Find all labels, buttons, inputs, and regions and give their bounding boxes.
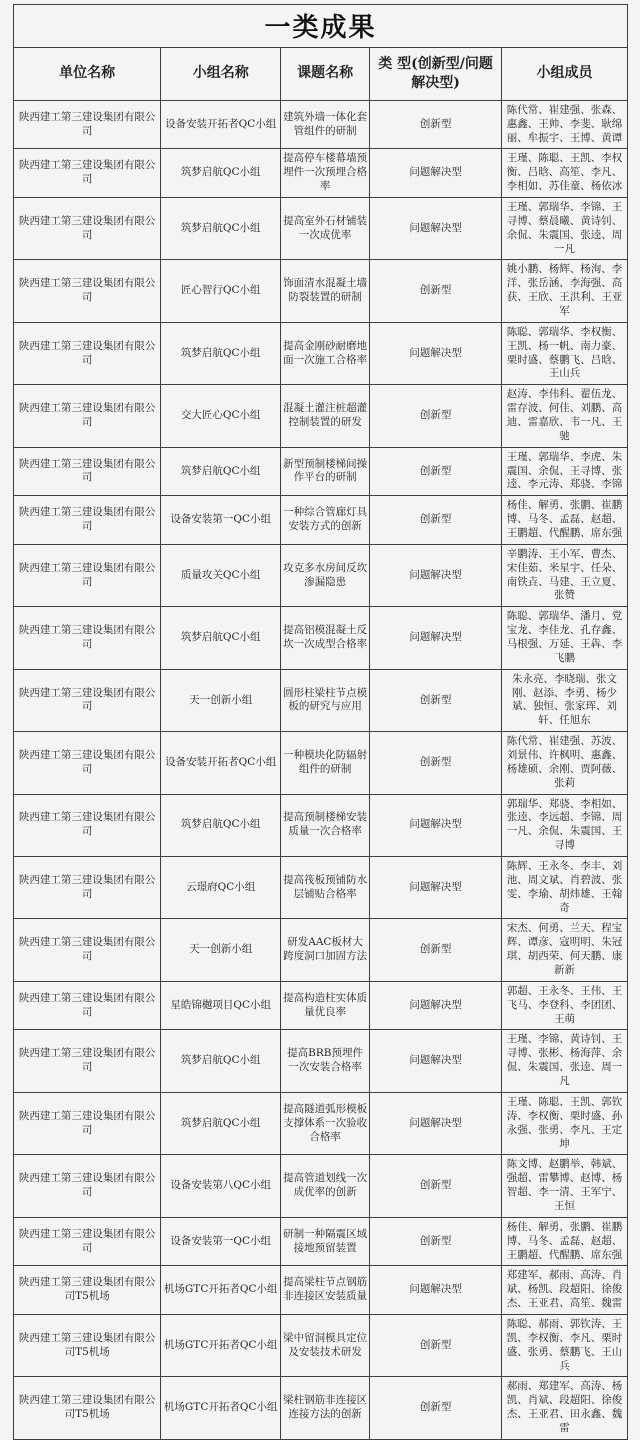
cell-members: 陈文博、赵鹏举、韩斌、强超、雷攀博、赵博、杨智超、李一清、王军宁、王恒 [502,1155,628,1217]
cell-members: 郭超、王永冬、王伟、王飞马、李登科、李团团、王萌 [502,981,628,1030]
header-unit-name: 单位名称 [14,48,161,101]
cell-type: 创新型 [370,1155,502,1217]
cell-unit-name: 陕西建工第三建设集团有限公司 [14,149,161,198]
cell-type: 创新型 [370,100,502,149]
cell-group-name: 筑梦启航QC小组 [161,197,281,259]
cell-members: 朱永亮、李晓瑞、张文刚、赵添、李勇、杨少斌、独恒、张家珲、刘轩、任旭东 [502,669,628,731]
cell-project-name: 提高预制楼梯安装质量一次合格率 [281,794,370,856]
table-row [14,1030,628,1092]
cell-project-name: 提高构造柱实体质量优良率 [281,981,370,1030]
table-row [14,1266,628,1315]
cell-group-name: 筑梦启航QC小组 [161,1030,281,1092]
cell-group-name: 机场GTC开拓者QC小组 [161,1314,281,1376]
cell-project-name: 混凝土灌注桩超灌控制装置的研发 [281,385,370,447]
header-row [14,48,628,101]
table-row [14,919,628,981]
table-body [14,100,628,1439]
cell-unit-name: 陕西建工第三建设集团有限公司 [14,919,161,981]
cell-members: 王瑾、郭瑞华、李虎、朱震国、余侃、王寻博、张逵、李元涛、郑骁、李锦 [502,447,628,496]
cell-type: 创新型 [370,1314,502,1376]
header-type: 类 型(创新型/问题解决型) [370,48,502,101]
page-title: 一类成果 [13,4,628,47]
cell-group-name: 天一创新小组 [161,669,281,731]
cell-project-name: 一种模块化防辐射组件的研制 [281,732,370,794]
header-group-name: 小组名称 [161,48,281,101]
cell-members: 郑建军、郝雨、高涛、肖斌、杨凯、段超阳、徐俊杰、王亚君、高笙、魏雷 [502,1266,628,1315]
table-row [14,544,628,606]
cell-members: 王瑾、李锦、黄诗钊、王寻博、张彬、杨海萍、余侃、朱震国、张逵、周一凡 [502,1030,628,1092]
table-row [14,981,628,1030]
cell-type: 创新型 [370,385,502,447]
header-project-name: 课题名称 [281,48,370,101]
cell-unit-name: 陕西建工第三建设集团有限公司 [14,544,161,606]
cell-unit-name: 陕西建工第三建设集团有限公司 [14,794,161,856]
cell-type: 问题解决型 [370,981,502,1030]
cell-members: 郭瑞华、郑骁、李相如、张逵、李远超、李锦、周一凡、余侃、朱震国、王寻博 [502,794,628,856]
cell-members: 王瑾、陈聪、王凯、李权衡、吕晗、高笙、李凡、李相如、苏佳童、杨依冰 [502,149,628,198]
cell-unit-name: 陕西建工第三建设集团有限公司 [14,981,161,1030]
table-row [14,260,628,322]
cell-project-name: 圆形柱梁柱节点模板的研究与应用 [281,669,370,731]
cell-project-name: 提高室外石材铺装一次成优率 [281,197,370,259]
table-header [14,48,628,101]
cell-members: 陈辉、王永冬、李丰、刘池、周文斌、肖碧波、张雯、李瑜、胡炜雄、王翰奇 [502,857,628,919]
cell-members: 陈聪、郭瑞华、潘月、党宝龙、李佳龙、孔存鑫、马根强、万延、王犇、李飞鹏 [502,607,628,669]
cell-type: 问题解决型 [370,544,502,606]
table-row [14,794,628,856]
table-row [14,1314,628,1376]
cell-unit-name: 陕西建工第三建设集团有限公司 [14,447,161,496]
cell-unit-name: 陕西建工第三建设集团有限公司 [14,1155,161,1217]
cell-project-name: 提高铝模混凝土反坎一次成型合格率 [281,607,370,669]
cell-type: 问题解决型 [370,322,502,384]
cell-project-name: 建筑外墙一体化套管组件的研制 [281,100,370,149]
cell-project-name: 提高梁柱节点钢筋非连接区安装质量 [281,1266,370,1315]
cell-unit-name: 陕西建工第三建设集团有限公司 [14,100,161,149]
cell-type: 问题解决型 [370,1092,502,1154]
table-row [14,1217,628,1266]
header-members: 小组成员 [502,48,628,101]
cell-members: 姚小鹏、杨辉、杨洵、李洋、张岳涵、李海强、高获、王欣、王洪利、王亚军 [502,260,628,322]
cell-group-name: 质量攻关QC小组 [161,544,281,606]
cell-group-name: 筑梦启航QC小组 [161,794,281,856]
cell-group-name: 星皓锦樾项目QC小组 [161,981,281,1030]
cell-unit-name: 陕西建工第三建设集团有限公司 [14,607,161,669]
cell-members: 杨佳、解勇、张鹏、崔鹏博、马冬、孟磊、赵超、王鹏超、代醒鹏、席东强 [502,1217,628,1266]
cell-project-name: 提高BRB预埋件一次安装合格率 [281,1030,370,1092]
cell-group-name: 筑梦启航QC小组 [161,607,281,669]
cell-unit-name: 陕西建工第三建设集团有限公司 [14,385,161,447]
results-table [13,47,628,1440]
table-row [14,496,628,545]
cell-group-name: 设备安装开拓者QC小组 [161,100,281,149]
cell-unit-name: 陕西建工第三建设集团有限公司 [14,669,161,731]
cell-type: 创新型 [370,447,502,496]
cell-members: 陈聪、郭瑞华、李权衡、王凯、杨一帆、南力豪、栗时盛、蔡鹏飞、吕晗、王山兵 [502,322,628,384]
cell-members: 王瑾、陈聪、王凯、郭钦涛、李权衡、栗时盛、孙永强、张勇、李凡、王定坤 [502,1092,628,1154]
cell-group-name: 设备安装第八QC小组 [161,1155,281,1217]
cell-project-name: 饰面清水混凝土墙防裂装置的研制 [281,260,370,322]
cell-type: 问题解决型 [370,607,502,669]
cell-members: 陈代常、崔建强、苏波、刘景伟、许枫明、惠鑫、杨雄硕、余刚、贾阿薇、张莉 [502,732,628,794]
cell-type: 问题解决型 [370,1030,502,1092]
table-row [14,1092,628,1154]
table-row [14,1377,628,1439]
cell-project-name: 提高筏板预铺防水层铺贴合格率 [281,857,370,919]
cell-unit-name: 陕西建工第三建设集团有限公司 [14,732,161,794]
cell-type: 问题解决型 [370,197,502,259]
cell-type: 问题解决型 [370,1266,502,1315]
cell-project-name: 研发AAC板材大跨度洞口加固方法 [281,919,370,981]
table-row [14,1155,628,1217]
cell-unit-name: 陕西建工第三建设集团有限公司T5机场 [14,1314,161,1376]
cell-type: 问题解决型 [370,794,502,856]
cell-type: 创新型 [370,732,502,794]
cell-members: 陈代常、崔建强、张森、惠鑫、王帅、李斐、耿绵丽、牟振宇、王博、黄谭 [502,100,628,149]
cell-type: 创新型 [370,1377,502,1439]
cell-group-name: 筑梦启航QC小组 [161,322,281,384]
table-row [14,669,628,731]
cell-unit-name: 陕西建工第三建设集团有限公司 [14,1030,161,1092]
cell-type: 创新型 [370,260,502,322]
cell-type: 创新型 [370,919,502,981]
cell-unit-name: 陕西建工第三建设集团有限公司 [14,496,161,545]
cell-group-name: 设备安装第一QC小组 [161,496,281,545]
cell-group-name: 云璟府QC小组 [161,857,281,919]
cell-project-name: 攻克多水房间反坎渗漏隐患 [281,544,370,606]
cell-group-name: 筑梦启航QC小组 [161,447,281,496]
table-row [14,149,628,198]
cell-group-name: 机场GTC开拓者QC小组 [161,1266,281,1315]
cell-group-name: 机场GTC开拓者QC小组 [161,1377,281,1439]
cell-project-name: 梁中留洞模具定位及安装技术研发 [281,1314,370,1376]
cell-unit-name: 陕西建工第三建设集团有限公司 [14,197,161,259]
cell-type: 创新型 [370,669,502,731]
cell-unit-name: 陕西建工第三建设集团有限公司T5机场 [14,1266,161,1315]
cell-group-name: 筑梦启航QC小组 [161,149,281,198]
cell-project-name: 新型预制楼梯间操作平台的研制 [281,447,370,496]
cell-type: 问题解决型 [370,149,502,198]
cell-group-name: 设备安装开拓者QC小组 [161,732,281,794]
cell-members: 王瑾、郭瑞华、李锦、王寻博、蔡晨曦、黄诗钊、余侃、朱震国、张逵、周一凡 [502,197,628,259]
cell-project-name: 提高金刚砂耐磨地面一次施工合格率 [281,322,370,384]
cell-project-name: 提高停车楼幕墙预埋件一次预埋合格率 [281,149,370,198]
cell-group-name: 匠心智行QC小组 [161,260,281,322]
cell-project-name: 梁柱钢筋非连接区连接方法的创新 [281,1377,370,1439]
cell-members: 赵涛、李伟科、翟伍龙、雷存波、何佳、刘鹏、高迪、雷嘉欣、韦一凡、王驰 [502,385,628,447]
cell-group-name: 天一创新小组 [161,919,281,981]
cell-unit-name: 陕西建工第三建设集团有限公司 [14,322,161,384]
table-row [14,732,628,794]
cell-project-name: 提高管道划线一次成优率的创新 [281,1155,370,1217]
cell-members: 辛鹏涛、王小军、曹杰、宋佳茹、米星宇、任朵、南铁垚、马建、王立夏、张赞 [502,544,628,606]
cell-type: 问题解决型 [370,857,502,919]
table-row [14,100,628,149]
cell-members: 杨佳、解勇、张鹏、崔鹏博、马冬、孟磊、赵超、王鹏超、代醒鹏、席东强 [502,496,628,545]
cell-project-name: 一种综合管廊灯具安装方式的创新 [281,496,370,545]
cell-project-name: 研制一种隔震区域接地预留装置 [281,1217,370,1266]
cell-unit-name: 陕西建工第三建设集团有限公司 [14,260,161,322]
cell-project-name: 提高隧道弧形模板支撑体系一次验收合格率 [281,1092,370,1154]
cell-members: 郝雨、郑建军、高涛、杨凯、肖斌、段超阳、徐俊杰、王亚君、田永鑫、魏雷 [502,1377,628,1439]
table-row [14,322,628,384]
table-row [14,385,628,447]
table-row [14,447,628,496]
cell-unit-name: 陕西建工第三建设集团有限公司 [14,1092,161,1154]
cell-unit-name: 陕西建工第三建设集团有限公司 [14,1217,161,1266]
cell-type: 创新型 [370,1217,502,1266]
table-row [14,607,628,669]
cell-unit-name: 陕西建工第三建设集团有限公司T5机场 [14,1377,161,1439]
cell-group-name: 筑梦启航QC小组 [161,1092,281,1154]
table-row [14,857,628,919]
cell-members: 宋杰、何勇、兰天、程宝辉、谭彦、寇明明、朱冠琪、胡西荣、何天鹏、康新新 [502,919,628,981]
cell-unit-name: 陕西建工第三建设集团有限公司 [14,857,161,919]
cell-type: 创新型 [370,496,502,545]
cell-members: 陈聪、郝雨、郭钦涛、王凯、李权衡、李凡、栗时盛、张勇、蔡鹏飞、王山兵 [502,1314,628,1376]
cell-group-name: 设备安装第一QC小组 [161,1217,281,1266]
table-row [14,197,628,259]
cell-group-name: 交大匠心QC小组 [161,385,281,447]
